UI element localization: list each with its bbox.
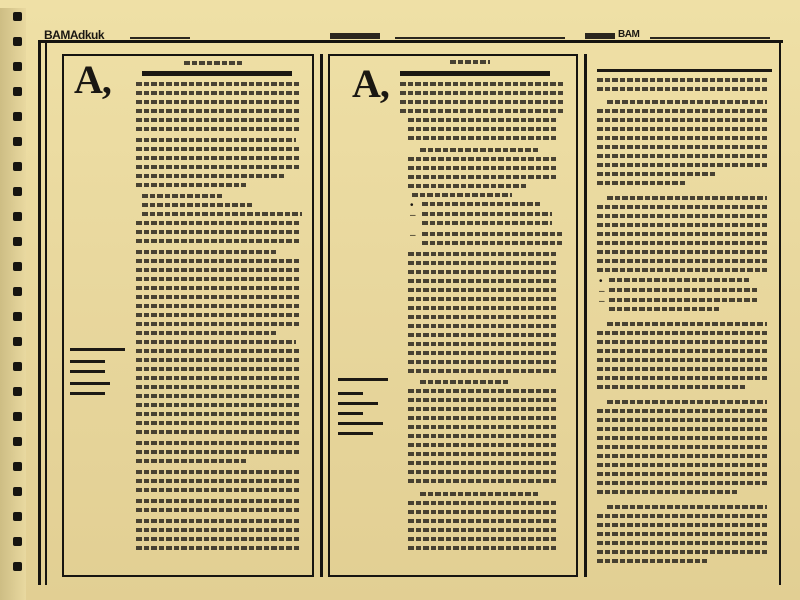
text-line [597, 463, 767, 467]
binding-ring [13, 512, 22, 521]
text-line [136, 82, 301, 86]
text-line [408, 389, 558, 393]
text-line [136, 479, 301, 483]
text-line [422, 232, 562, 236]
binding-ring [13, 12, 22, 21]
binding-ring [13, 412, 22, 421]
text-line [136, 156, 301, 160]
header-rule [330, 33, 380, 39]
binding-ring [13, 212, 22, 221]
binding-ring [13, 287, 22, 296]
text-line [136, 313, 301, 317]
text-line [597, 205, 767, 209]
binding-ring [13, 462, 22, 471]
text-line [136, 295, 301, 299]
text-line [136, 441, 301, 445]
text-line [136, 286, 301, 290]
side-rule [338, 432, 373, 435]
text-line [597, 532, 767, 536]
text-line [607, 322, 767, 326]
text-line [136, 109, 301, 113]
text-line [408, 369, 558, 373]
text-line [136, 349, 301, 353]
text-line [136, 322, 301, 326]
text-line [412, 193, 512, 197]
header-rule [585, 33, 615, 39]
text-line [136, 546, 301, 550]
text-line [609, 307, 719, 311]
text-line [400, 91, 565, 95]
text-line [597, 109, 767, 113]
text-line [408, 479, 558, 483]
text-line [136, 138, 296, 142]
text-line [136, 100, 301, 104]
text-line [136, 277, 301, 281]
text-line [597, 454, 767, 458]
column-divider [320, 54, 323, 577]
text-line [597, 550, 767, 554]
text-line [408, 452, 558, 456]
binding-ring [13, 262, 22, 271]
text-line [408, 510, 558, 514]
text-line [607, 400, 767, 404]
text-line [408, 537, 558, 541]
binding-ring [13, 487, 22, 496]
text-line [607, 505, 767, 509]
text-line [597, 514, 767, 518]
side-rule [338, 378, 388, 381]
text-line [408, 261, 558, 265]
text-line [408, 425, 558, 429]
text-line [408, 184, 528, 188]
text-line [597, 127, 767, 131]
header-rule [395, 37, 565, 39]
list-bullet: – [599, 286, 605, 297]
binding-ring [13, 112, 22, 121]
text-line [136, 519, 301, 523]
side-rule [338, 412, 363, 415]
text-line [408, 252, 558, 256]
text-line [597, 349, 767, 353]
text-line [408, 306, 558, 310]
binding-ring [13, 237, 22, 246]
text-line [136, 421, 301, 425]
text-line [597, 87, 767, 91]
text-line [136, 118, 301, 122]
text-line [597, 136, 767, 140]
text-line [136, 403, 301, 407]
text-line [607, 100, 767, 104]
text-line [408, 175, 558, 179]
column-2-heading-rule [400, 71, 550, 76]
text-line [136, 450, 301, 454]
text-line [136, 239, 301, 243]
text-line [408, 315, 558, 319]
spiral-binding [0, 8, 26, 600]
text-line [408, 351, 558, 355]
text-line [597, 232, 767, 236]
text-line [597, 427, 767, 431]
text-line [597, 250, 767, 254]
text-line [136, 250, 276, 254]
binding-ring [13, 437, 22, 446]
text-line [408, 324, 558, 328]
text-line [597, 358, 767, 362]
text-line [408, 127, 558, 131]
text-line [408, 470, 558, 474]
text-line [136, 331, 276, 335]
binding-ring [13, 387, 22, 396]
text-line [597, 481, 767, 485]
side-rule [70, 392, 105, 395]
text-line [408, 416, 558, 420]
text-line [408, 434, 558, 438]
text-line [597, 78, 767, 82]
column-3-heading-rule [597, 69, 772, 72]
header-rule [650, 37, 770, 39]
binding-ring [13, 137, 22, 146]
text-line [597, 541, 767, 545]
text-line [136, 221, 301, 225]
text-line [420, 492, 540, 496]
side-rule [338, 392, 363, 395]
text-line [597, 145, 767, 149]
binding-ring [13, 87, 22, 96]
text-line [408, 279, 558, 283]
text-line [408, 297, 558, 301]
text-line [136, 304, 301, 308]
text-line [597, 223, 767, 227]
text-line [136, 259, 301, 263]
header-rule [130, 37, 190, 39]
text-line [422, 202, 542, 206]
text-line [408, 528, 558, 532]
binding-ring [13, 537, 22, 546]
text-line [136, 528, 301, 532]
column-1-heading-rule [142, 71, 292, 76]
text-line [136, 91, 301, 95]
text-line [597, 445, 767, 449]
list-bullet: – [410, 230, 416, 241]
text-line [136, 183, 246, 187]
text-line [422, 241, 562, 245]
column-3 [584, 54, 780, 577]
text-line [408, 398, 558, 402]
text-line [597, 340, 767, 344]
text-line [408, 501, 558, 505]
text-line [136, 394, 301, 398]
text-line [597, 376, 767, 380]
text-line [597, 472, 767, 476]
text-line [597, 385, 747, 389]
text-line [597, 214, 767, 218]
text-line [609, 288, 759, 292]
binding-ring [13, 562, 22, 571]
text-line [597, 154, 767, 158]
text-line [408, 270, 558, 274]
text-line [408, 342, 558, 346]
text-line [136, 268, 301, 272]
text-line [597, 367, 767, 371]
header-title: BAMAdkuk [44, 28, 105, 42]
binding-ring [13, 337, 22, 346]
header-right-title: BAM [618, 29, 640, 40]
binding-ring [13, 162, 22, 171]
text-line [136, 127, 301, 131]
column-1 [62, 54, 314, 577]
text-line [597, 523, 767, 527]
text-line [422, 212, 552, 216]
binding-ring [13, 37, 22, 46]
text-line [408, 461, 558, 465]
binding-ring [13, 187, 22, 196]
binding-ring [13, 62, 22, 71]
text-line [597, 331, 767, 335]
text-line [408, 136, 558, 140]
text-line [609, 278, 749, 282]
text-line [408, 546, 558, 550]
text-line [408, 166, 558, 170]
text-line [597, 436, 767, 440]
frame-rule [38, 40, 41, 585]
text-line [136, 537, 301, 541]
text-line [408, 333, 558, 337]
text-line [408, 519, 558, 523]
text-line [136, 174, 286, 178]
text-line [597, 259, 767, 263]
text-line [400, 82, 565, 86]
text-line [184, 61, 244, 65]
text-line [597, 490, 737, 494]
text-line [400, 100, 565, 104]
text-line [597, 409, 767, 413]
text-line [597, 181, 687, 185]
frame-rule [38, 40, 783, 43]
column-2-initial: A, [352, 61, 389, 106]
text-line [142, 194, 222, 198]
text-line [408, 407, 558, 411]
side-rule [70, 348, 125, 351]
binding-ring [13, 312, 22, 321]
text-line [408, 157, 558, 161]
text-line [408, 443, 558, 447]
list-bullet: • [599, 276, 603, 287]
text-line [136, 470, 301, 474]
text-line [408, 288, 558, 292]
text-line [142, 203, 252, 207]
text-line [136, 165, 301, 169]
column-1-initial: A, [74, 57, 111, 102]
side-rule [70, 382, 110, 385]
text-line [136, 412, 301, 416]
text-line [136, 459, 246, 463]
text-line [420, 148, 540, 152]
text-line [597, 163, 767, 167]
list-bullet: • [410, 200, 414, 211]
text-line [597, 118, 767, 122]
side-rule [338, 422, 383, 425]
column-2 [328, 54, 578, 577]
text-line [142, 212, 302, 216]
text-line [136, 430, 301, 434]
text-line [136, 508, 301, 512]
text-line [450, 60, 490, 64]
text-line [597, 559, 707, 563]
text-line [136, 358, 301, 362]
text-line [408, 118, 558, 122]
binding-ring [13, 362, 22, 371]
text-line [607, 196, 767, 200]
text-line [136, 147, 301, 151]
list-bullet: – [599, 296, 605, 307]
text-line [597, 268, 767, 272]
text-line [136, 488, 301, 492]
text-line [408, 360, 558, 364]
text-line [609, 298, 759, 302]
text-line [420, 380, 510, 384]
text-line [400, 109, 565, 113]
text-line [136, 499, 301, 503]
text-line [136, 367, 301, 371]
side-rule [70, 370, 105, 373]
list-bullet: – [410, 210, 416, 221]
side-rule [338, 402, 378, 405]
frame-rule [45, 40, 47, 585]
text-line [422, 221, 552, 225]
text-line [136, 376, 301, 380]
side-rule [70, 360, 105, 363]
text-line [136, 340, 296, 344]
text-line [136, 230, 301, 234]
text-line [136, 385, 301, 389]
text-line [597, 418, 767, 422]
text-line [597, 172, 717, 176]
text-line [597, 241, 767, 245]
